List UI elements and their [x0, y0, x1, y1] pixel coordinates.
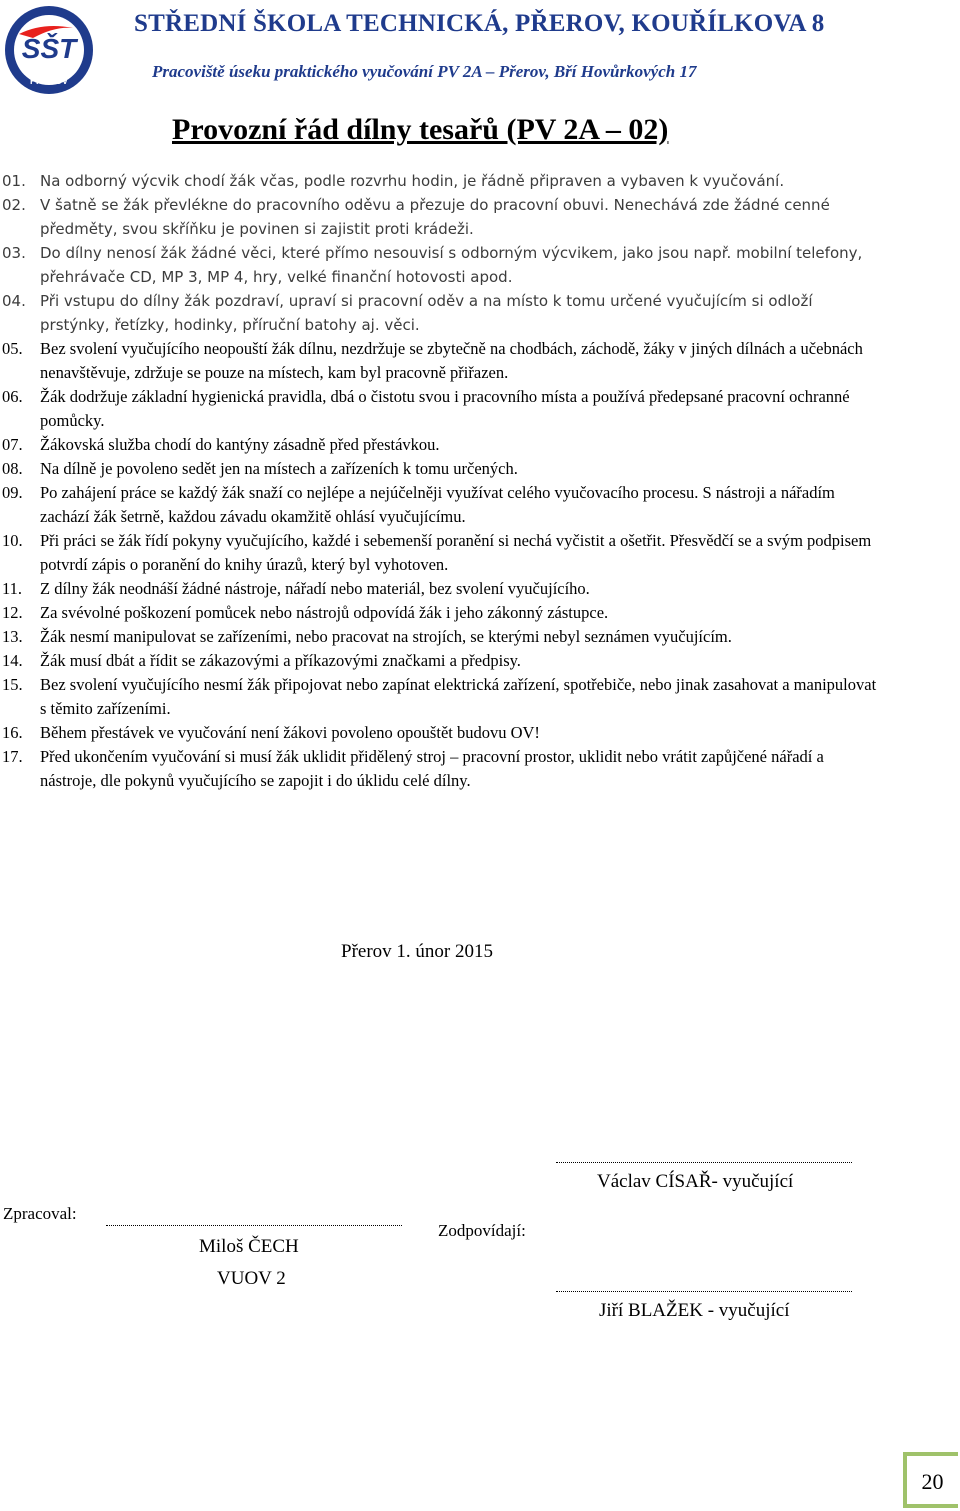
rule-text: Při vstupu do dílny žák pozdraví, upraví si pracovní oděv a na místo k tomu určené vyučujícím si odloží prstýnky, řetízky, hodinky, příruční batohy aj. věci.: [40, 292, 813, 334]
page-number-box: [903, 1452, 958, 1508]
rule-text: Bez svolení vyučujícího nesmí žák připojovat nebo zapínat elektrická zařízení, spotřebiče, nebo jinak zasahovat a manipulovat s těmito zařízeními.: [40, 675, 877, 718]
rule-text: Žák musí dbát a řídit se zákazovými a příkazovými značkami a předpisy.: [40, 651, 521, 670]
school-logo: [3, 4, 95, 96]
rule-item: [0, 241, 880, 289]
responsible-signature-line-2: [556, 1291, 852, 1292]
rule-text: Za svévolné poškození pomůcek nebo nástrojů odpovídá žák i jeho zákonný zástupce.: [40, 603, 609, 622]
rule-number: 01.: [2, 172, 26, 190]
responsible-signature-line-1: [556, 1162, 852, 1163]
responsible-name-1: Václav CÍSAŘ- vyučující: [597, 1171, 794, 1192]
rule-number: 14.: [2, 651, 23, 670]
rule-text: Do dílny nenosí žák žádné věci, které přímo nesouvisí s odborným výcvikem, jako jsou např. mobilní telefony, přehrávače CD, MP 3, MP 4, hry, velké finanční hotovosti apod.: [40, 244, 863, 286]
rule-item: [0, 745, 880, 793]
responsible-name-2: Jiří BLAŽEK - vyučující: [599, 1300, 790, 1321]
rule-number: 15.: [2, 675, 23, 694]
rule-item: [0, 169, 880, 193]
rule-text: Na odborný výcvik chodí žák včas, podle rozvrhu hodin, je řádně připraven a vybaven k vyučování.: [40, 172, 785, 190]
prepared-role: VUOV 2: [217, 1268, 286, 1289]
rule-item: [0, 481, 880, 529]
rule-number: 10.: [2, 531, 23, 550]
rule-text: Z dílny žák neodnáší žádné nástroje, nářadí nebo materiál, bez svolení vyučujícího.: [40, 579, 590, 598]
rule-item: [0, 601, 880, 625]
rule-text: Bez svolení vyučujícího neopouští žák dílnu, nezdržuje se zbytečně na chodbách, záchodě, žáky v jiných dílnách a učebnách nenavštěvuje, zdržuje se pouze na místech, kam byl pracovně přiřazen.: [40, 339, 863, 382]
prepared-by-label: Zpracoval:: [3, 1204, 77, 1223]
school-name: STŘEDNÍ ŠKOLA TECHNICKÁ, PŘEROV, KOUŘÍLKOVA 8: [134, 10, 825, 37]
rule-number: 06.: [2, 387, 23, 406]
rule-item: [0, 289, 880, 337]
rule-item: [0, 457, 880, 481]
rule-number: 09.: [2, 483, 23, 502]
rule-text: Žák nesmí manipulovat se zařízeními, nebo pracovat na strojích, se kterými nebyl seznámen vyučujícím.: [40, 627, 732, 646]
rule-number: 17.: [2, 747, 23, 766]
responsible-label: Zodpovídají:: [438, 1221, 526, 1240]
rule-number: 05.: [2, 339, 23, 358]
rule-number: 13.: [2, 627, 23, 646]
rule-item: [0, 721, 880, 745]
rule-number: 04.: [2, 292, 26, 310]
rule-text: Žák dodržuje základní hygienická pravidla, dbá o čistotu svou i pracovního místa a používá předepsané pracovní ochranné pomůcky.: [40, 387, 850, 430]
rule-text: V šatně se žák převlékne do pracovního oděvu a přezuje do pracovní obuvi. Nenechává zde žádné cenné předměty, svou skříňku je povinen si zajistit proti krádeži.: [40, 196, 830, 238]
school-subtitle: Pracoviště úseku praktického vyučování PV 2A – Přerov, Bří Hovůrkových 17: [152, 62, 697, 81]
rule-number: 16.: [2, 723, 23, 742]
prepared-signature-line: [106, 1225, 402, 1226]
rule-item: [0, 649, 880, 673]
rule-number: 03.: [2, 244, 26, 262]
logo-text: SŠT: [21, 33, 77, 64]
rule-item: [0, 193, 880, 241]
rule-item: [0, 625, 880, 649]
rule-text: Žákovská služba chodí do kantýny zásadně před přestávkou.: [40, 435, 440, 454]
rule-number: 08.: [2, 459, 23, 478]
rule-text: Při práci se žák řídí pokyny vyučujícího, každé i sebemenší poranění si nechá vyčistit a ošetřit. Přesvědčí se a svým podpisem potvrdí zápis o poranění do knihy úrazů, který byl vyhotoven.: [40, 531, 872, 574]
rule-number: 07.: [2, 435, 23, 454]
rule-item: [0, 577, 880, 601]
place-and-date: Přerov 1. únor 2015: [341, 941, 493, 962]
rule-item: [0, 385, 880, 433]
rule-number: 11.: [2, 579, 23, 598]
prepared-name: Miloš ČECH: [199, 1236, 299, 1257]
document-title: Provozní řád dílny tesařů (PV 2A – 02): [172, 113, 669, 146]
rule-number: 12.: [2, 603, 23, 622]
rule-item: [0, 337, 880, 385]
rule-text: Po zahájení práce se každý žák snaží co nejlépe a nejúčelněji využívat celého vyučovacího procesu. S nástroji a nářadím zachází žák šetrně, každou závadu okamžitě ohlásí vyučujícímu.: [40, 483, 835, 526]
rule-number: 02.: [2, 196, 26, 214]
rule-text: Na dílně je povoleno sedět jen na místech a zařízeních k tomu určených.: [40, 459, 518, 478]
rule-item: [0, 433, 880, 457]
rule-text: Během přestávek ve vyučování není žákovi povoleno opouštět budovu OV!: [40, 723, 540, 742]
rule-text: Před ukončením vyučování si musí žák uklidit přidělený stroj – pracovní prostor, uklidit nebo vrátit zapůjčené nářadí a nástroje, dle pokynů vyučujícího se zapojit i do úklidu celé dílny.: [40, 747, 824, 790]
page-number: 20: [921, 1469, 944, 1494]
logo-ring-text: PŘEROV: [29, 76, 69, 86]
rules-list: [0, 169, 880, 793]
rule-item: [0, 529, 880, 577]
rule-item: [0, 673, 880, 721]
